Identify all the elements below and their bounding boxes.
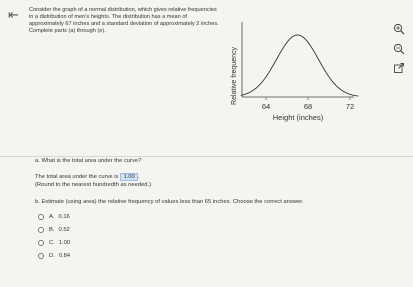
part-a-answer-prefix: The total area under the curve is <box>35 174 119 180</box>
answer-period: . <box>137 174 140 180</box>
normal-distribution-graph <box>222 14 362 139</box>
external-link-icon[interactable] <box>392 61 406 75</box>
zoom-in-icon[interactable] <box>392 22 406 36</box>
option-b[interactable] <box>38 227 70 233</box>
option-value: 0.16 <box>58 214 70 220</box>
tick-label-64: 64 <box>261 102 271 111</box>
option-value: 0.52 <box>58 227 70 233</box>
radio-button[interactable] <box>38 214 44 220</box>
graph-ylabel: Relative frequency <box>231 47 238 105</box>
option-letter: C. <box>49 240 55 246</box>
option-letter: B. <box>49 227 55 233</box>
option-value: 1.00 <box>58 240 71 246</box>
rounding-note: (Round to the nearest hundredth as needed.) <box>35 182 152 188</box>
radio-button[interactable] <box>38 253 44 259</box>
option-d[interactable] <box>38 253 70 259</box>
radio-button[interactable] <box>38 227 44 233</box>
part-b-question: b. Estimate (using area) the relative frequency of values less than 65 inches. Choose the correct answer. <box>35 199 304 205</box>
option-letter: D. <box>49 253 55 259</box>
part-a-answer-box[interactable]: 1.00 <box>120 173 137 181</box>
part-a-answer-line <box>35 173 139 181</box>
option-value: 0.84 <box>58 253 71 259</box>
option-letter: A. <box>49 214 55 220</box>
graph-xlabel: Height (inches) <box>272 113 324 122</box>
normal-curve <box>241 35 359 96</box>
part-a-question: a. What is the total area under the curve? <box>35 158 142 164</box>
zoom-out-icon[interactable] <box>392 42 406 56</box>
radio-button[interactable] <box>38 240 44 246</box>
back-arrow-icon[interactable]: ⇤ <box>8 7 19 22</box>
option-c[interactable] <box>38 240 70 246</box>
option-a[interactable] <box>38 214 70 220</box>
tick-label-72: 72 <box>345 102 355 111</box>
problem-statement: Consider the graph of a normal distribution, which gives relative frequencies in a distribution of men's heights. The distribution has a mean of approximately 67 inches and a standard deviation of approximately 2 inches. Complete parts (a) through (e). <box>29 7 219 34</box>
tick-label-68: 68 <box>303 102 313 111</box>
section-divider <box>0 156 413 157</box>
